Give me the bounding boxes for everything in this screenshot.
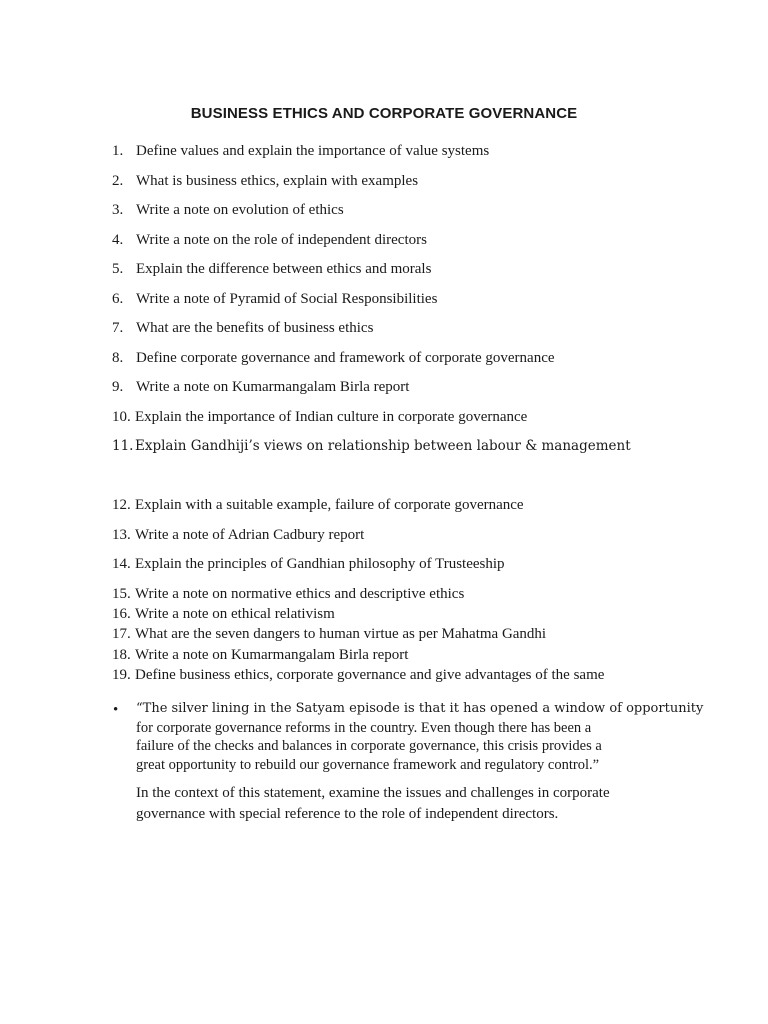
question-item [112,605,335,623]
question-text: What are the seven dangers to human virtue as per Mahatma Gandhi [135,626,547,642]
question-item [112,172,418,190]
question-text: Define corporate governance and framework of corporate governance [136,350,555,366]
quote-line: “The silver lining in the Satyam episode is that it has opened a window of opportunity [136,701,704,716]
question-text: Explain the difference between ethics and morals [136,261,432,277]
question-number: 11. [112,438,134,454]
question-text: Write a note on Kumarmangalam Birla report [136,379,410,395]
bullet-marker: • [113,702,119,718]
question-number: 3. [112,202,124,218]
question-text: Write a note on evolution of ethics [136,202,344,218]
question-item [112,231,427,249]
quote-block [136,700,704,774]
question-item [112,201,344,219]
question-text: Explain with a suitable example, failure of corporate governance [135,497,524,513]
question-text: What are the benefits of business ethics [136,320,374,336]
question-text: What is business ethics, explain with examples [136,173,419,189]
question-number: 9. [112,379,124,395]
question-text: Explain the importance of Indian culture in corporate governance [135,409,528,425]
question-item [112,646,408,664]
question-text: Define values and explain the importance of value systems [136,143,490,159]
document-title: BUSINESS ETHICS AND CORPORATE GOVERNANCE [190,105,578,122]
question-item [112,319,373,337]
question-item [112,142,489,160]
question-text: Explain the principles of Gandhian philosophy of Trusteeship [135,556,505,572]
question-number: 1. [112,143,124,159]
question-number: 6. [112,291,124,307]
quote-line: failure of the checks and balances in corporate governance, this crisis provides a [136,738,602,754]
question-number: 5. [112,261,124,277]
question-number: 7. [112,320,124,336]
question-number: 16. [112,606,131,622]
quote-line: great opportunity to rebuild our governance framework and regulatory control.” [136,756,600,773]
question-text: Write a note of Pyramid of Social Responsibilities [136,291,438,307]
question-text: Explain Gandhiji’s views on relationship between labour & management [135,438,631,454]
context-paragraph [136,783,656,825]
question-item [112,290,437,308]
question-item [112,526,364,544]
context-line: governance with special reference to the role of independent directors. [136,806,559,822]
question-number: 18. [112,647,131,663]
question-number: 8. [112,350,124,366]
question-text: Write a note on Kumarmangalam Birla report [135,647,409,663]
question-item [112,555,505,573]
question-text: Write a note on normative ethics and descriptive ethics [135,586,465,602]
question-number: 12. [112,497,131,513]
question-item [112,625,546,643]
question-number: 2. [112,173,124,189]
question-item [112,437,631,455]
question-item [112,378,409,396]
question-number: 17. [112,626,131,642]
question-item [112,260,431,278]
question-text: Write a note on the role of independent directors [136,232,427,248]
question-number: 10. [112,409,131,425]
question-item [112,666,604,684]
quote-line: for corporate governance reforms in the country. Even though there has been a [136,719,592,736]
question-number: 14. [112,556,131,572]
question-text: Write a note on ethical relativism [135,606,335,622]
question-item [112,496,524,514]
question-number: 15. [112,586,131,602]
question-text: Define business ethics, corporate governance and give advantages of the same [135,667,605,683]
question-text: Write a note of Adrian Cadbury report [135,527,365,543]
question-number: 19. [112,667,131,683]
question-item [112,408,527,426]
context-line: In the context of this statement, examine the issues and challenges in corporate [136,785,610,801]
question-item [112,585,464,603]
question-number: 13. [112,527,131,543]
question-item [112,349,555,367]
question-number: 4. [112,232,124,248]
